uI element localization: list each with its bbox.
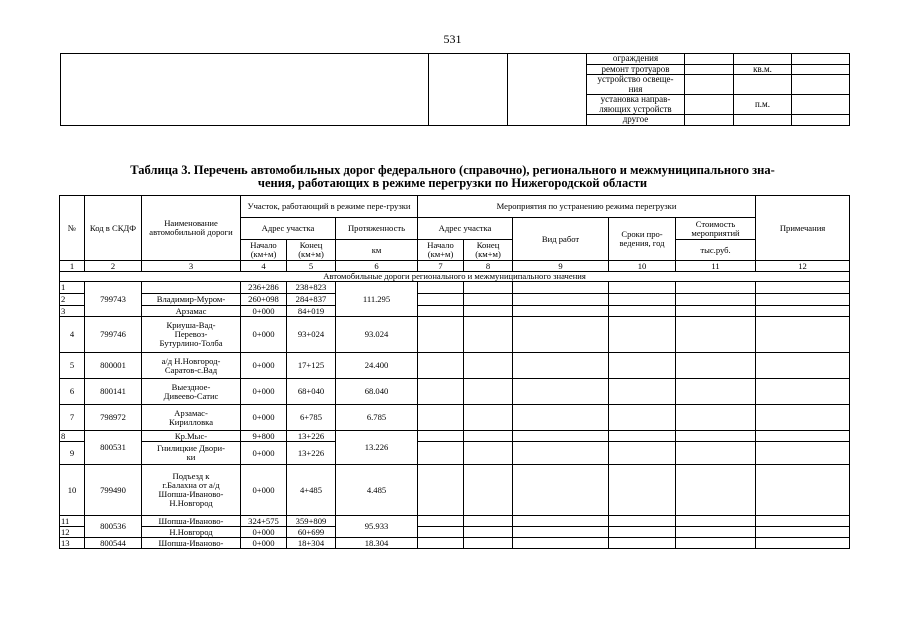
- road-code: 800141: [85, 379, 142, 405]
- road-name: Н.Новгород: [142, 527, 241, 538]
- length-km: 13.226: [336, 431, 418, 465]
- overloaded-roads-table: [59, 195, 850, 549]
- end-km: 13+226: [287, 431, 336, 442]
- road-code: 800001: [85, 353, 142, 379]
- end-km: 60+699: [287, 527, 336, 538]
- start-km: 260+098: [241, 294, 287, 306]
- unit-cell: кв.м.: [734, 64, 792, 75]
- header-measure-address: Адрес участка: [418, 218, 513, 240]
- row-number: 8: [60, 431, 85, 442]
- start-km: 0+000: [241, 306, 287, 317]
- col-number: 1: [60, 261, 85, 272]
- header-name: Наименование автомобильной дороги: [142, 196, 241, 261]
- length-km: 4.485: [336, 465, 418, 516]
- road-code: 800536: [85, 516, 142, 538]
- unit-cell: [734, 75, 792, 95]
- length-km: 111.295: [336, 282, 418, 317]
- road-code: 799746: [85, 317, 142, 353]
- header-end: Конец (км+м): [287, 240, 336, 261]
- row-number: 3: [60, 306, 85, 317]
- col-number: 12: [756, 261, 850, 272]
- work-item: устройство освеще- ния: [587, 75, 685, 95]
- road-name: Гнилицкие Двори- ки: [142, 442, 241, 465]
- header-deadline: Сроки про-ведения, год: [609, 218, 676, 261]
- row-number: 10: [60, 465, 85, 516]
- row-number: 2: [60, 294, 85, 306]
- row-number: 11: [60, 516, 85, 527]
- start-km: 0+000: [241, 538, 287, 549]
- start-km: 0+000: [241, 353, 287, 379]
- work-item: другое: [587, 115, 685, 126]
- header-code: Код в СКДФ: [85, 196, 142, 261]
- start-km: 324+575: [241, 516, 287, 527]
- end-km: 93+024: [287, 317, 336, 353]
- row-number: 6: [60, 379, 85, 405]
- road-name: Владимир-Муром-: [142, 294, 241, 306]
- row-number: 13: [60, 538, 85, 549]
- road-name: [142, 282, 241, 294]
- road-name: Арзамас- Кирилловка: [142, 405, 241, 431]
- end-km: 84+019: [287, 306, 336, 317]
- header-num: №: [60, 196, 85, 261]
- header-measure-end: Конец (км+м): [464, 240, 513, 261]
- start-km: 0+000: [241, 379, 287, 405]
- col-number: 8: [464, 261, 513, 272]
- work-item: установка направ- ляющих устройств: [587, 95, 685, 115]
- header-measure-start: Начало (км+м): [418, 240, 464, 261]
- col-number: 10: [609, 261, 676, 272]
- header-length: Протяженность: [336, 218, 418, 240]
- empty-cell: [61, 54, 429, 126]
- col-number: 9: [513, 261, 609, 272]
- road-name: а/д Н.Новгород- Саратов-с.Вад: [142, 353, 241, 379]
- end-km: 17+125: [287, 353, 336, 379]
- empty-cell: [508, 54, 587, 126]
- road-name: Шопша-Иваново-: [142, 516, 241, 527]
- length-km: 68.040: [336, 379, 418, 405]
- length-km: 6.785: [336, 405, 418, 431]
- road-code: 800544: [85, 538, 142, 549]
- header-work-type: Вид работ: [513, 218, 609, 261]
- end-km: 284+837: [287, 294, 336, 306]
- road-code: 799490: [85, 465, 142, 516]
- end-km: 13+226: [287, 442, 336, 465]
- start-km: 0+000: [241, 527, 287, 538]
- road-name: Кр.Мыс-: [142, 431, 241, 442]
- header-cost-unit: тыс.руб.: [676, 240, 756, 261]
- row-number: 12: [60, 527, 85, 538]
- row-number: 9: [60, 442, 85, 465]
- header-section: Участок, работающий в режиме пере-грузки: [241, 196, 418, 218]
- header-cost: Стоимость мероприятий: [676, 218, 756, 240]
- length-km: 95.933: [336, 516, 418, 538]
- header-measures: Мероприятия по устранению режима перегрузки: [418, 196, 756, 218]
- unit-cell: [734, 54, 792, 65]
- row-number: 5: [60, 353, 85, 379]
- col-number: 7: [418, 261, 464, 272]
- unit-cell: [734, 115, 792, 126]
- section-label: Автомобильные дороги регионального и межмуниципального значения: [60, 272, 850, 282]
- row-number: 7: [60, 405, 85, 431]
- road-name: Криуша-Вад- Перевоз- Бутурлино-Толба: [142, 317, 241, 353]
- previous-table-continuation: [60, 53, 850, 126]
- col-number: 6: [336, 261, 418, 272]
- road-name: Шопша-Иваново-: [142, 538, 241, 549]
- road-name: Арзамас: [142, 306, 241, 317]
- start-km: 9+800: [241, 431, 287, 442]
- start-km: 0+000: [241, 317, 287, 353]
- row-number: 4: [60, 317, 85, 353]
- road-name: Подъезд к г.Балахна от а/д Шопша-Иваново- Н.Новгород: [142, 465, 241, 516]
- col-number: 5: [287, 261, 336, 272]
- col-number: 11: [676, 261, 756, 272]
- start-km: 0+000: [241, 465, 287, 516]
- end-km: 359+809: [287, 516, 336, 527]
- unit-cell: п.м.: [734, 95, 792, 115]
- col-number: 4: [241, 261, 287, 272]
- header-start: Начало (км+м): [241, 240, 287, 261]
- row-number: 1: [60, 282, 85, 294]
- end-km: 68+040: [287, 379, 336, 405]
- start-km: 236+286: [241, 282, 287, 294]
- start-km: 0+000: [241, 442, 287, 465]
- start-km: 0+000: [241, 405, 287, 431]
- col-number: 2: [85, 261, 142, 272]
- col-number: 3: [142, 261, 241, 272]
- page-number: 531: [443, 32, 462, 46]
- work-item: ограждения: [587, 54, 685, 65]
- header-address: Адрес участка: [241, 218, 336, 240]
- header-km: км: [336, 240, 418, 261]
- table-title: Таблица 3. Перечень автомобильных дорог федерального (справочно), регионального и межмуниципального зна- чения, работающих в режиме перегрузки по Нижегородской области: [130, 163, 775, 190]
- work-item: ремонт тротуаров: [587, 64, 685, 75]
- end-km: 4+485: [287, 465, 336, 516]
- header-notes: Примечания: [756, 196, 850, 261]
- end-km: 6+785: [287, 405, 336, 431]
- empty-cell: [429, 54, 508, 126]
- length-km: 24.400: [336, 353, 418, 379]
- road-code: 799743: [85, 282, 142, 317]
- road-name: Выездное- Дивеево-Сатис: [142, 379, 241, 405]
- road-code: 798972: [85, 405, 142, 431]
- length-km: 93.024: [336, 317, 418, 353]
- length-km: 18.304: [336, 538, 418, 549]
- end-km: 238+823: [287, 282, 336, 294]
- end-km: 18+304: [287, 538, 336, 549]
- road-code: 800531: [85, 431, 142, 465]
